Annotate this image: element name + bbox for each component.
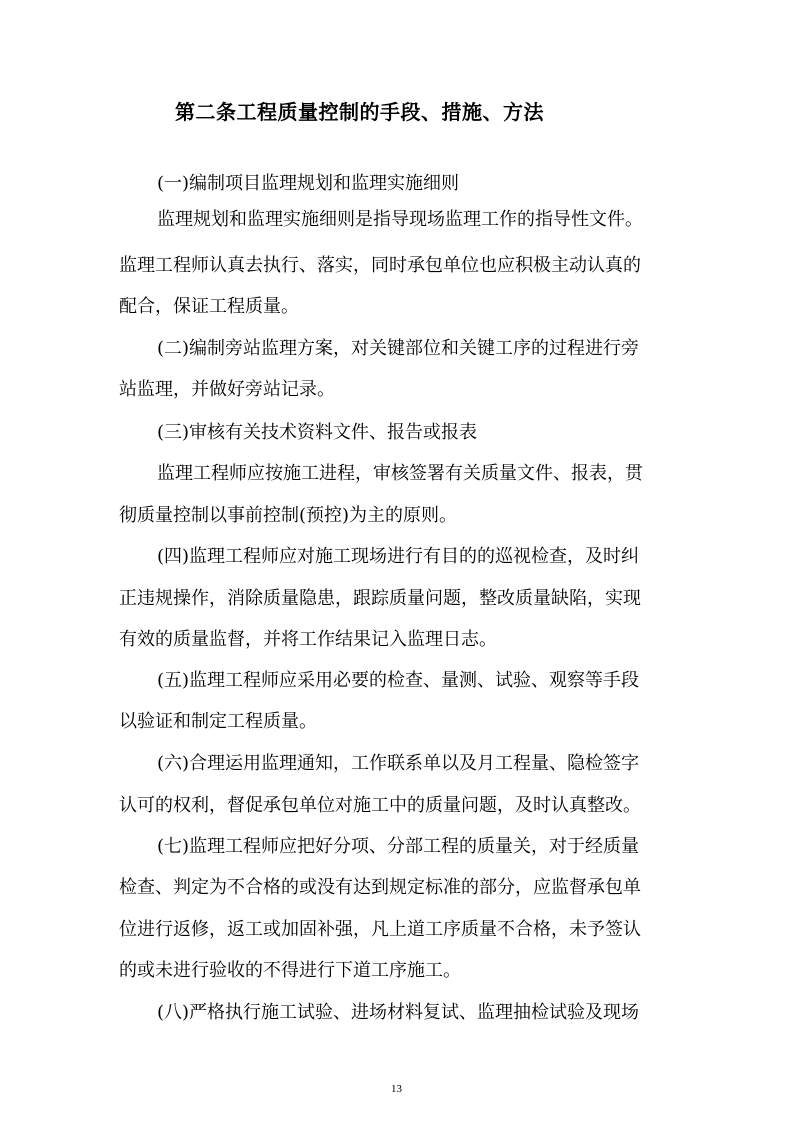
paragraph-line: 配合，保证工程质量。 [119,296,299,317]
paragraph-line: 监理规划和监理实施细则是指导现场监理工作的指导性文件。 [157,209,643,230]
paragraph-line: (七)监理工程师应把好分项、分部工程的质量关，对于经质量 [157,836,640,857]
paragraph-line: 位进行返修，返工或加固补强，凡上道工序质量不合格，未予签认 [119,919,641,940]
paragraph-line: 正违规操作，消除质量隐患，跟踪质量问题，整改质量缺陷，实现 [119,588,641,609]
paragraph-line: 监理工程师应按施工进程，审核签署有关质量文件、报表，贯 [157,463,643,484]
paragraph-line: 的或未进行验收的不得进行下道工序施工。 [119,960,461,981]
paragraph-line: (一)编制项目监理规划和监理实施细则 [157,173,460,194]
paragraph-line: (四)监理工程师应对施工现场进行有目的的巡视检查，及时纠 [157,546,640,567]
paragraph-line: 监理工程师认真去执行、落实，同时承包单位也应积极主动认真的 [119,255,641,276]
paragraph-line: 检查、判定为不合格的或没有达到规定标准的部分，应监督承包单 [119,877,641,898]
paragraph-line: (六)合理运用监理通知，工作联系单以及月工程量、隐检签字 [157,753,640,774]
page-number: 13 [391,1083,402,1095]
paragraph-line: (八)严格执行施工试验、进场材料复试、监理抽检试验及现场 [157,1002,640,1023]
paragraph-line: (五)监理工程师应采用必要的检查、量测、试验、观察等手段 [157,670,640,691]
paragraph-line: 认可的权利，督促承包单位对施工中的质量问题，及时认真整改。 [119,795,641,816]
paragraph-line: (二)编制旁站监理方案，对关键部位和关键工序的过程进行旁 [157,338,640,359]
paragraph-line: 有效的质量监督，并将工作结果记入监理日志。 [119,629,497,650]
paragraph-line: (三)审核有关技术资料文件、报告或报表 [157,422,478,443]
paragraph-line: 彻质量控制以事前控制(预控)为主的原则。 [119,505,458,526]
paragraph-line: 站监理，并做好旁站记录。 [119,379,335,400]
section-heading: 第二条工程质量控制的手段、措施、方法 [175,100,544,124]
paragraph-line: 以验证和制定工程质量。 [119,711,317,732]
